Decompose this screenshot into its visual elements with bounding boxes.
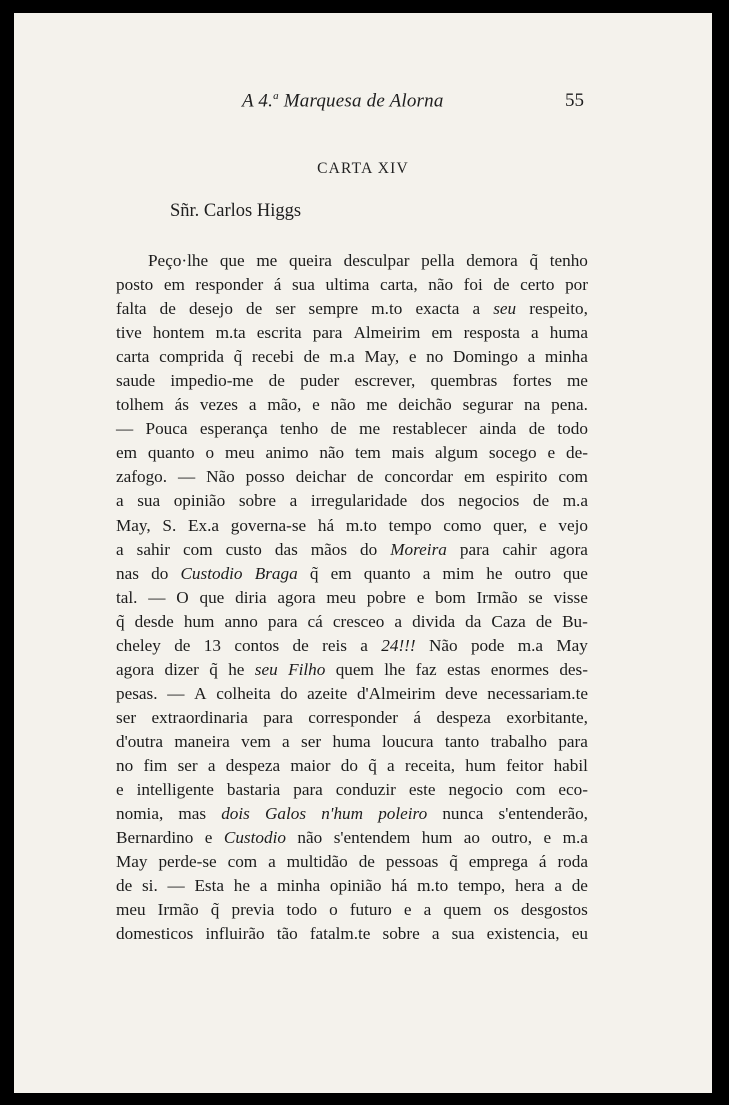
text-line: Peço·lhe que me queira desculpar pella demora q̃ tenho	[148, 251, 588, 270]
text-line: q̃ desde hum anno para cá cresceo a divida da Caza de Bu-	[116, 611, 588, 631]
text-line: meu Irmão q̃ previa todo o futuro e a quem os desgostos	[116, 900, 588, 920]
text-line: posto em responder á sua ultima carta, não foi de certo por	[116, 275, 588, 295]
document-page	[14, 13, 712, 1093]
text-line: no fim ser a despeza maior do q̃ a receita, hum feitor habil	[116, 755, 588, 775]
text-line: d'outra maneira vem a ser huma loucura tanto trabalho para	[116, 731, 588, 751]
text-line: a sahir com custo das mãos do Moreira para cahir agora	[116, 539, 588, 559]
text-line: tolhem ás vezes a mão, e não me deichão segurar na pena.	[116, 395, 588, 415]
text-line: May, S. Ex.a governa-se há m.to tempo como quer, e vejo	[116, 515, 588, 535]
text-line: domesticos influirão tão fatalm.te sobre a sua existencia, eu	[116, 924, 588, 944]
text-line: nas do Custodio Braga q̃ em quanto a mim he outro que	[116, 563, 588, 583]
text-line: ser extraordinaria para corresponder á despeza exorbitante,	[116, 707, 588, 727]
text-line: tal. — O que diria agora meu pobre e bom Irmão se visse	[116, 587, 588, 607]
text-line: agora dizer q̃ he seu Filho quem lhe faz estas enormes des-	[116, 659, 588, 679]
text-line: nomia, mas dois Galos n'hum poleiro nunca s'entenderão,	[116, 804, 588, 824]
text-line: em quanto o meu animo não tem mais algum socego e de-	[116, 443, 588, 463]
text-line: tive hontem m.ta escrita para Almeirim em resposta a huma	[116, 323, 588, 343]
text-line: falta de desejo de ser sempre m.to exacta a seu respeito,	[116, 299, 588, 319]
text-line: zafogo. — Não posso deichar de concordar em espirito com	[116, 467, 588, 487]
text-line: May perde-se com a multidão de pessoas q̃ emprega á roda	[116, 852, 588, 872]
text-line: a sua opinião sobre a irregularidade dos negocios de m.a	[116, 491, 588, 511]
running-title: A 4.$^a$ Marquesa de Alorna	[242, 90, 444, 112]
letter-body	[116, 249, 588, 946]
letter-heading: CARTA XIV	[317, 160, 409, 177]
text-line: e intelligente bastaria para conduzir este negocio com eco-	[116, 780, 588, 800]
text-line: — Pouca esperança tenho de me restablecer ainda de todo	[116, 419, 588, 439]
text-line: Bernardino e Custodio não s'entendem hum ao outro, e m.a	[116, 828, 588, 848]
text-line: pesas. — A colheita do azeite d'Almeirim deve necessariam.te	[116, 683, 588, 703]
text-line: saude impedio-me de puder escrever, quembras fortes me	[116, 371, 588, 391]
text-line: carta comprida q̃ recebi de m.a May, e no Domingo a minha	[116, 347, 588, 367]
page-number: 55	[565, 90, 584, 111]
text-line: cheley de 13 contos de reis a 24!!! Não pode m.a May	[116, 635, 588, 655]
text-line: de si. — Esta he a minha opinião há m.to tempo, hera a de	[116, 876, 588, 896]
salutation: Sñr. Carlos Higgs	[170, 201, 302, 221]
running-header	[14, 90, 712, 120]
